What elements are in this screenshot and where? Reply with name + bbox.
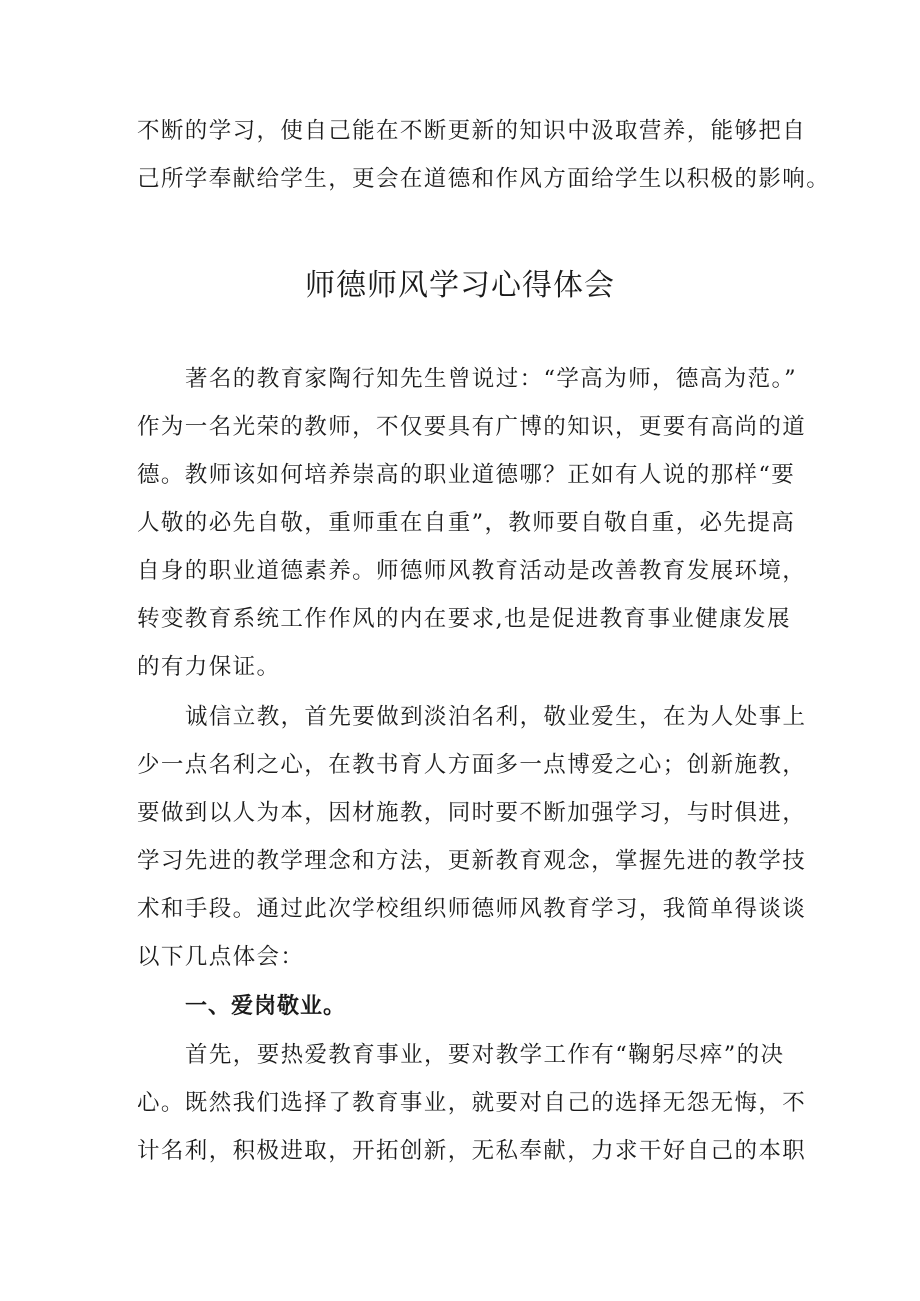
text-line: 学习先进的教学理念和方法，更新教育观念，掌握先进的教学技 <box>137 848 807 874</box>
text-line: 德。教师该如何培养崇高的职业道德哪？正如有人说的那样“要 <box>137 462 796 488</box>
text-line: 自身的职业道德素养。师德师风教育活动是改善教育发展环境， <box>137 558 807 584</box>
document-title: 师德师风学习心得体会 <box>305 268 615 303</box>
text-line: 作为一名光荣的教师，不仅要具有广博的知识，更要有高尚的道 <box>137 414 807 440</box>
text-line: 不断的学习，使自己能在不断更新的知识中汲取营养，能够把自 <box>137 118 807 144</box>
text-line: 人敬的必先自敬，重师重在自重”，教师要自敬自重，必先提高 <box>137 510 796 536</box>
section-heading: 一、爱岗敬业。 <box>185 994 347 1019</box>
text-line: 术和手段。通过此次学校组织师德师风教育学习，我简单得谈谈 <box>137 896 807 922</box>
continued-paragraph <box>137 107 831 203</box>
text-line: 计名利，积极进取，开拓创新，无私奉献，力求干好自己的本职 <box>137 1138 807 1164</box>
text-line: 要做到以人为本，因材施教，同时要不断加强学习，与时俱进， <box>137 800 807 826</box>
paragraph-1 <box>137 355 807 691</box>
text-line: 少一点名利之心，在教书育人方面多一点博爱之心；创新施教， <box>137 752 807 778</box>
text-line: 以下几点体会： <box>137 944 305 970</box>
text-line: 首先，要热爱教育事业，要对教学工作有“鞠躬尽瘁”的决 <box>185 1042 785 1068</box>
text-line: 的有力保证。 <box>137 654 281 680</box>
paragraph-2 <box>137 693 807 981</box>
text-line: 己所学奉献给学生，更会在道德和作风方面给学生以积极的影响。 <box>137 166 831 192</box>
text-line: 诚信立教，首先要做到淡泊名利，敬业爱生，在为人处事上 <box>185 704 807 730</box>
text-line: 心。既然我们选择了教育事业，就要对自己的选择无怨无悔，不 <box>137 1090 807 1116</box>
text-line: 著名的教育家陶行知先生曾说过：“学高为师，德高为范。” <box>185 366 798 392</box>
text-line: 转变教育系统工作作风的内在要求,也是促进教育事业健康发展 <box>137 606 791 632</box>
paragraph-3 <box>137 1031 807 1175</box>
